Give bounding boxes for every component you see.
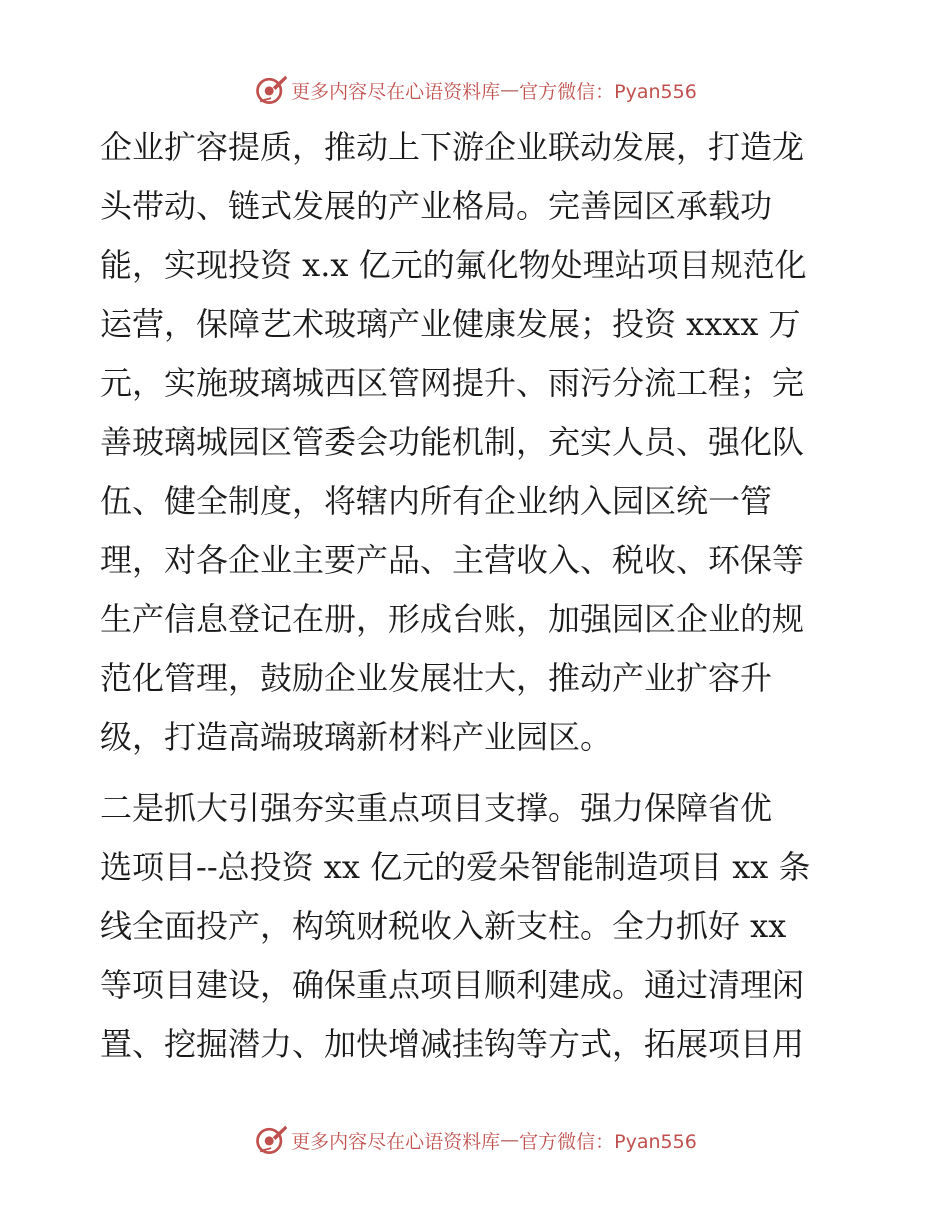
text-line: 选项目--总投资 xx 亿元的爱朵智能制造项目 xx 条 bbox=[100, 848, 811, 886]
text-line: 范化管理，鼓励企业发展壮大，推动产业扩容升 bbox=[100, 659, 773, 697]
watermark-separator: — bbox=[500, 1129, 520, 1151]
text-line: 生产信息登记在册，形成台账，加强园区企业的规 bbox=[100, 600, 805, 638]
watermark-contact-text: 官方微信：Pyan556 bbox=[519, 1130, 697, 1153]
text-line: 理，对各企业主要产品、主营收入、税收、环保等 bbox=[100, 541, 805, 579]
text-line: 头带动、链式发展的产业格局。完善园区承载功 bbox=[100, 187, 773, 225]
text-line: 伍、健全制度，将辖内所有企业纳入园区统一管 bbox=[100, 482, 773, 520]
paragraph-2 bbox=[100, 779, 850, 1074]
watermark-main-text: 更多内容尽在心语资料库 bbox=[291, 80, 501, 103]
footer-watermark bbox=[0, 1120, 950, 1160]
text-line: 能，实现投资 x.x 亿元的氟化物处理站项目规范化 bbox=[100, 246, 807, 284]
text-line: 级，打造高端玻璃新材料产业园区。 bbox=[100, 718, 613, 756]
pen-circle-logo-icon bbox=[253, 1122, 289, 1158]
pen-circle-logo-icon bbox=[253, 72, 289, 108]
text-line: 企业扩容提质，推动上下游企业联动发展，打造龙 bbox=[100, 128, 805, 166]
text-line: 元，实施玻璃城西区管网提升、雨污分流工程；完 bbox=[100, 364, 805, 402]
header-watermark bbox=[0, 70, 950, 110]
text-line: 善玻璃城园区管委会功能机制，充实人员、强化队 bbox=[100, 423, 805, 461]
watermark-main-text: 更多内容尽在心语资料库 bbox=[291, 1130, 501, 1153]
text-line: 二是抓大引强夯实重点项目支撑。强力保障省优 bbox=[100, 789, 773, 827]
watermark-separator: — bbox=[500, 79, 520, 101]
text-line: 运营，保障艺术玻璃产业健康发展；投资 xxxx 万 bbox=[100, 305, 801, 343]
text-line: 线全面投产，构筑财税收入新支柱。全力抓好 xx bbox=[100, 907, 787, 945]
paragraph-1 bbox=[100, 118, 850, 767]
text-line: 置、挖掘潜力、加快增减挂钩等方式，拓展项目用 bbox=[100, 1025, 805, 1063]
watermark-contact-text: 官方微信：Pyan556 bbox=[519, 80, 697, 103]
text-line: 等项目建设，确保重点项目顺利建成。通过清理闲 bbox=[100, 966, 805, 1004]
